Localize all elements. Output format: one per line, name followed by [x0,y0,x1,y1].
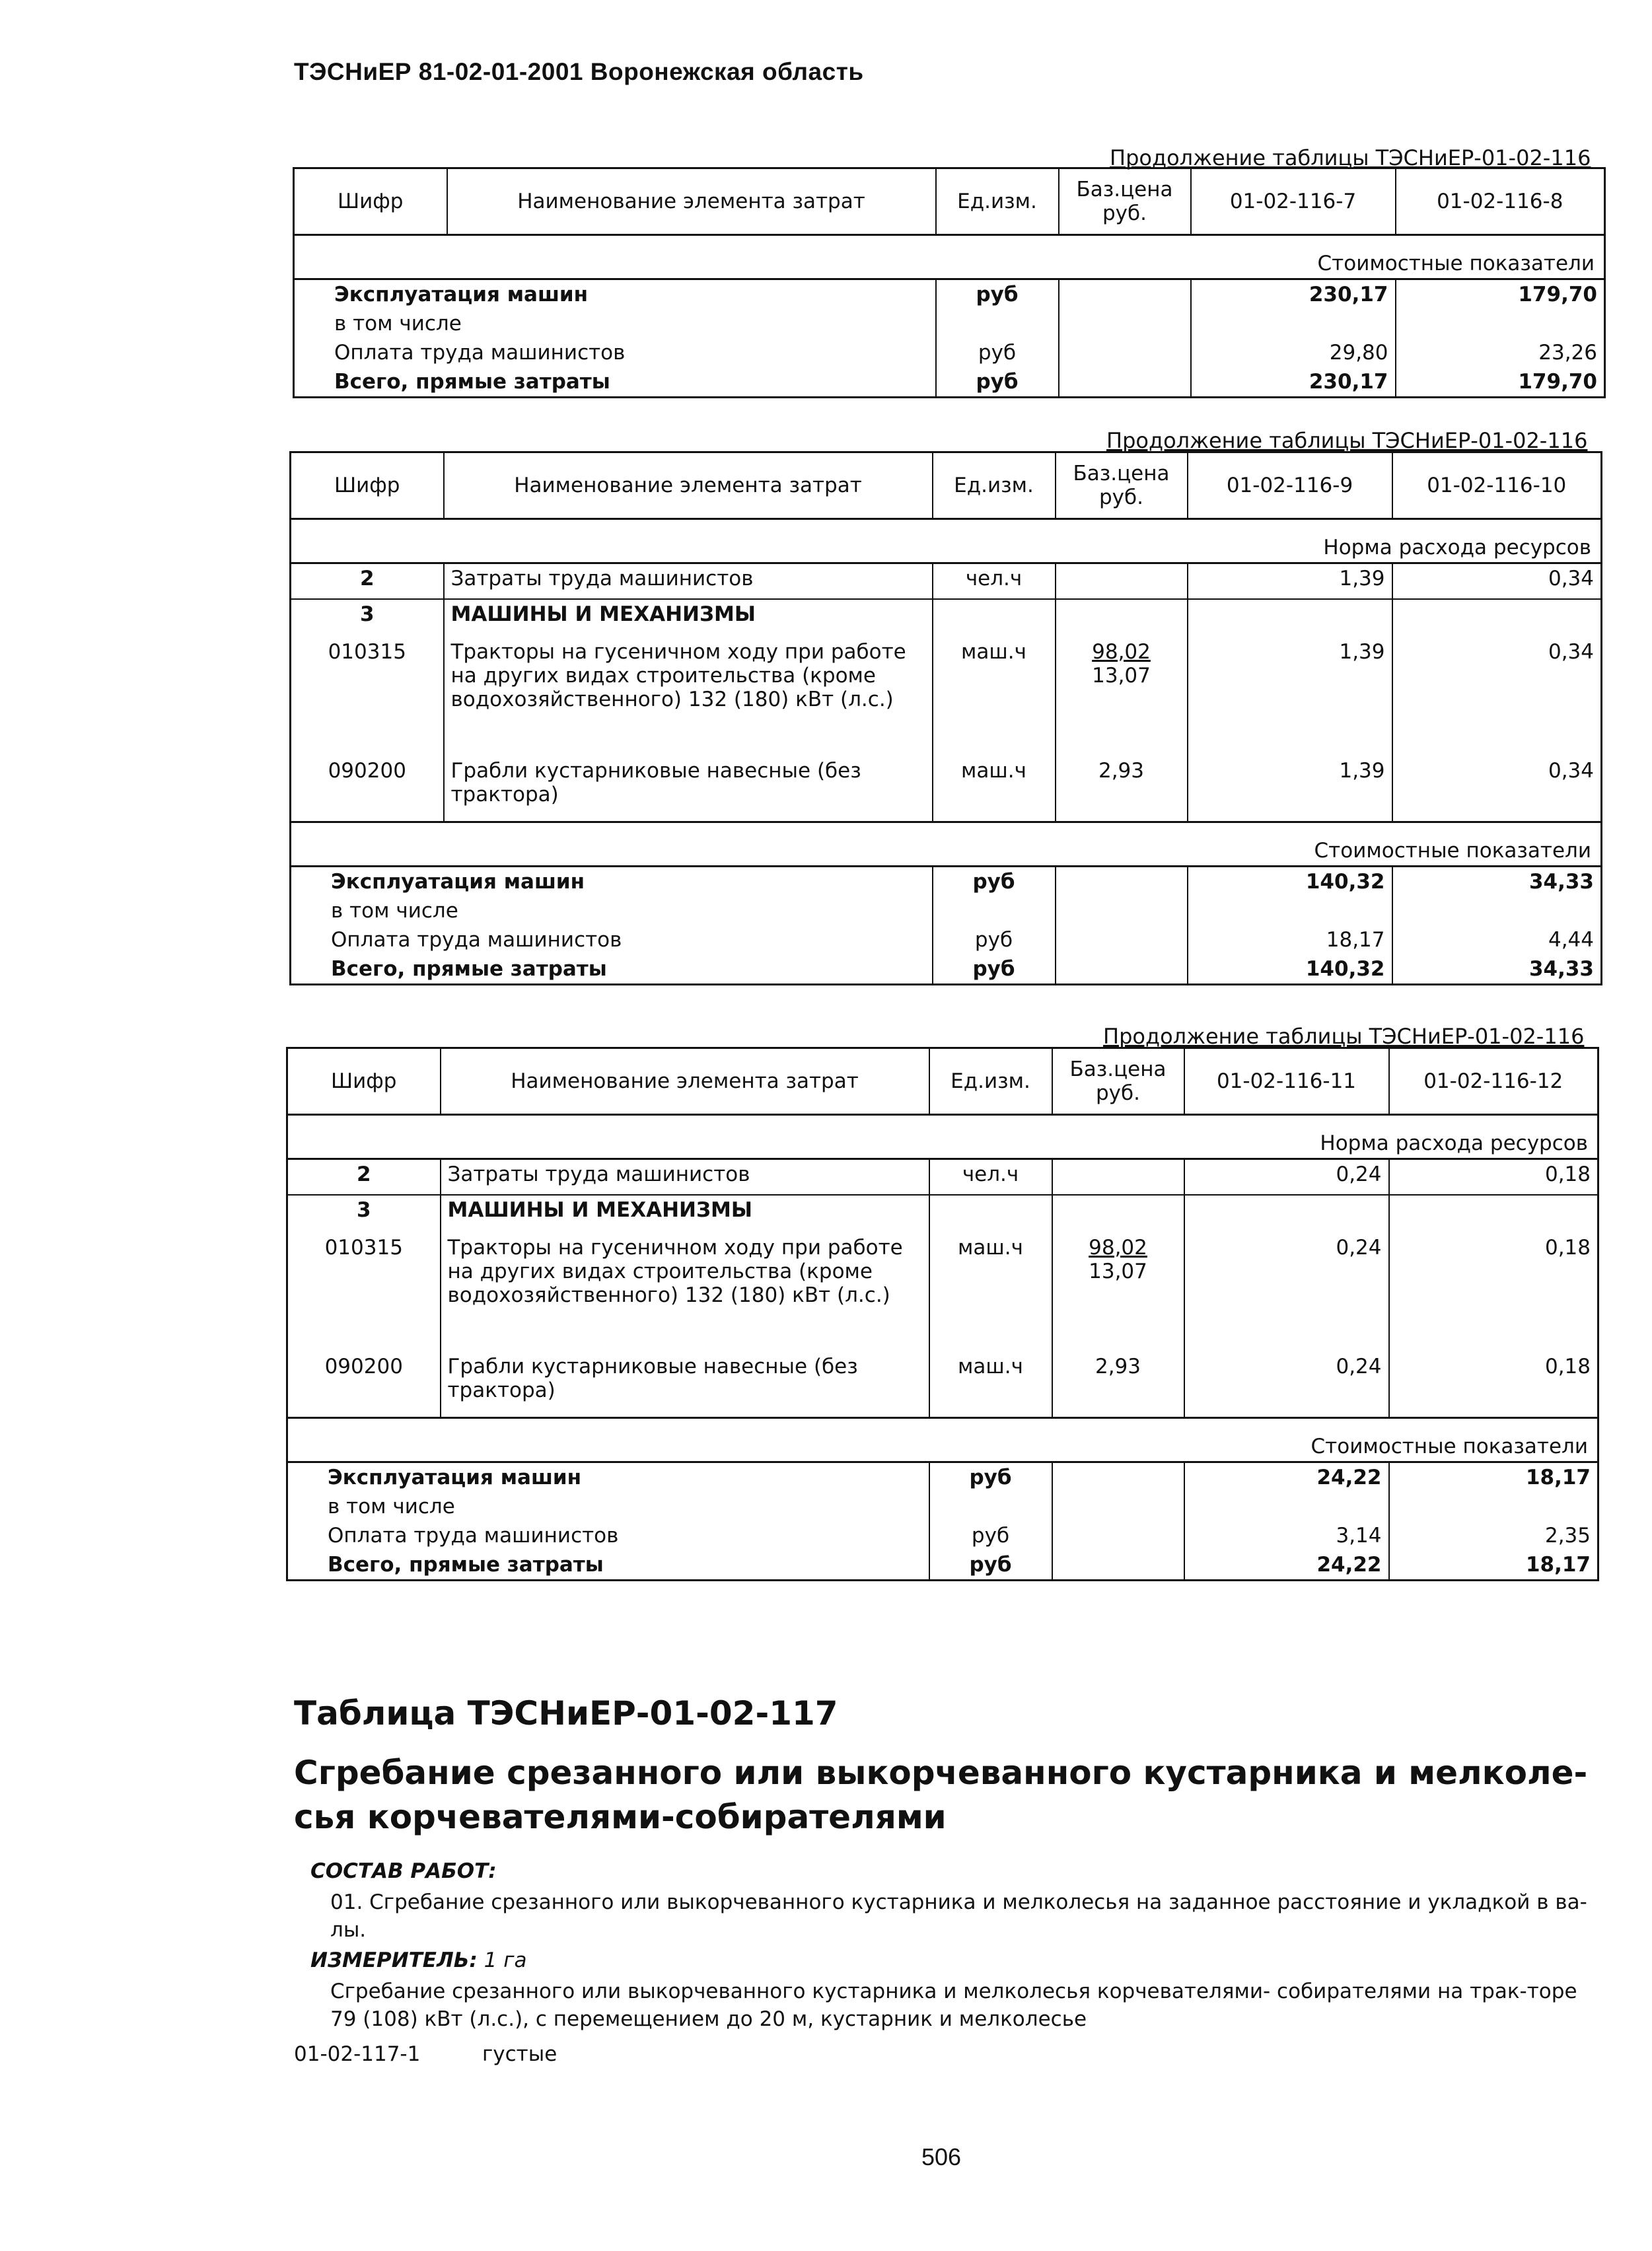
cost-row-name: Оплата труда машинистов [287,1521,929,1550]
col-value2-header: 01-02-116-10 [1392,452,1602,519]
resource-price: 2,93 [1056,756,1188,822]
resource-value1: 0,24 [1184,1159,1389,1195]
col-unit-header: Ед.изм. [936,168,1059,235]
cost-row-unit: руб [933,867,1056,897]
resource-value1: 1,39 [1188,637,1392,756]
cost-row-unit: руб [933,954,1056,985]
col-unit-header: Ед.изм. [929,1048,1052,1115]
col-value1-header: 01-02-116-9 [1188,452,1392,519]
resource-unit: маш.ч [933,637,1056,756]
work-composition-text: 01. Сгребание срезанного или выкорчеванного кустарника и мелколесья на заданное расстояние и укладкой в ва-лы. [330,1890,1587,1942]
resource-value2: 0,34 [1392,637,1602,756]
resource-unit: маш.ч [933,756,1056,822]
resource-name: Затраты труда машинистов [444,563,933,599]
table3-caption: Продолжение таблицы ТЭСНиЕР-01-02-116 [1103,1024,1585,1049]
cost-row-value1: 24,22 [1184,1550,1389,1581]
cost-row-name: Оплата труда машинистов [291,925,933,954]
col-name-header: Наименование элемента затрат [441,1048,929,1115]
col-value2-header: 01-02-116-8 [1396,168,1605,235]
cost-row-value1: 230,17 [1191,279,1396,310]
resource-value1: 1,39 [1188,563,1392,599]
cost-row-value2: 2,35 [1389,1521,1598,1550]
resource-unit: чел.ч [933,563,1056,599]
cost-row-unit: руб [929,1462,1052,1493]
cost-row-value2: 179,70 [1396,367,1605,398]
resource-price [1056,637,1188,756]
cost-row-value1: 29,80 [1191,338,1396,367]
cost-section-label: Стоимостные показатели [291,822,1602,867]
resource-code: 010315 [291,637,444,756]
col-price-header: Баз.цена руб. [1059,168,1191,235]
table117-subtitle-line2: сья корчевателями-собирателями [294,1798,947,1836]
col-name-header: Наименование элемента затрат [444,452,933,519]
cost-row-value1: 140,32 [1188,954,1392,985]
resource-name: Грабли кустарниковые навесные (без трактора) [441,1352,929,1418]
resource-name: Затраты труда машинистов [441,1159,929,1195]
table2-caption: Продолжение таблицы ТЭСНиЕР-01-02-116 [1106,428,1588,453]
resource-value2: 0,34 [1392,756,1602,822]
table2 [289,451,1602,985]
table117-title: Таблица ТЭСНиЕР-01-02-117 [294,1694,838,1733]
resource-name: МАШИНЫ И МЕХАНИЗМЫ [441,1195,929,1233]
resource-value1: 0,24 [1184,1352,1389,1418]
cost-row-name: Всего, прямые затраты [287,1550,929,1581]
cost-row-value2: 18,17 [1389,1462,1598,1493]
resource-code: 2 [287,1159,441,1195]
resource-price-labor: 13,07 [1092,663,1151,688]
cost-row-value2: 34,33 [1392,954,1602,985]
table3 [286,1047,1599,1581]
resource-code: 090200 [291,756,444,822]
col-value1-header: 01-02-116-7 [1191,168,1396,235]
resource-unit: маш.ч [929,1233,1052,1352]
meter-label: ИЗМЕРИТЕЛЬ: [310,1948,478,1972]
table117-subtitle-line1: Сгребание срезанного или выкорчеванного кустарника и мелколе- [294,1754,1588,1792]
resource-price: 2,93 [1052,1352,1184,1418]
cost-row-name: Всего, прямые затраты [291,954,933,985]
page-number: 506 [921,2143,962,2170]
resource-code: 090200 [287,1352,441,1418]
description-text: Сгребание срезанного или выкорчеванного кустарника и мелколесья корчевателями- собирателями на трак-торе 79 (108) кВт (л.с.), с перемещением до 20 м, кустарник и мелколесье [330,1980,1577,2031]
cost-row-name: Эксплуатация машин [291,867,933,897]
resource-value2: 0,18 [1389,1233,1598,1352]
table1-caption: Продолжение таблицы ТЭСНиЕР-01-02-116 [1110,145,1591,170]
cost-row-value2: 4,44 [1392,925,1602,954]
norm-section-label: Норма расхода ресурсов [291,519,1602,563]
cost-row-name: Оплата труда машинистов [294,338,936,367]
cost-row-name: Эксплуатация машин [294,279,936,310]
col-price-header: Баз.цена руб. [1056,452,1188,519]
col-value2-header: 01-02-116-12 [1389,1048,1598,1115]
col-name-header: Наименование элемента затрат [447,168,936,235]
item-name: густые [482,2042,557,2066]
resource-price [1052,1233,1184,1352]
resource-value2: 0,18 [1389,1159,1598,1195]
col-code-header: Шифр [287,1048,441,1115]
cost-row-value1: 18,17 [1188,925,1392,954]
resource-price-value: 98,02 [1092,639,1151,664]
resource-value2: 0,18 [1389,1352,1598,1418]
cost-row-unit: руб [936,279,1059,310]
cost-row-unit: руб [929,1550,1052,1581]
resource-code: 2 [291,563,444,599]
cost-row-unit: руб [936,338,1059,367]
cost-row-value2: 179,70 [1396,279,1605,310]
resource-price-labor: 13,07 [1089,1259,1147,1283]
cost-row-name: Эксплуатация машин [287,1462,929,1493]
resource-unit: маш.ч [929,1352,1052,1418]
cost-row-unit: руб [936,367,1059,398]
cost-row-name: в том числе [291,896,933,925]
document-header: ТЭСНиЕР 81-02-01-2001 Воронежская область [294,58,864,85]
cost-row-value1: 230,17 [1191,367,1396,398]
cost-row-value1: 140,32 [1188,867,1392,897]
col-unit-header: Ед.изм. [933,452,1056,519]
resource-code: 3 [291,599,444,637]
resource-name: Грабли кустарниковые навесные (без трактора) [444,756,933,822]
cost-row-unit: руб [929,1521,1052,1550]
resource-price-value: 98,02 [1089,1235,1147,1260]
table1 [293,167,1606,398]
cost-row-name: в том числе [287,1492,929,1521]
resource-name: Тракторы на гусеничном ходу при работе на других видах строительства (кроме водохозяйственного) 132 (180) кВт (л.с.) [441,1233,929,1352]
resource-name: Тракторы на гусеничном ходу при работе на других видах строительства (кроме водохозяйственного) 132 (180) кВт (л.с.) [444,637,933,756]
resource-value1: 0,24 [1184,1233,1389,1352]
col-price-header: Баз.цена руб. [1052,1048,1184,1115]
item-code: 01-02-117-1 [294,2042,421,2066]
resource-value1: 1,39 [1188,756,1392,822]
cost-section-label: Стоимостные показатели [294,235,1605,279]
col-code-header: Шифр [294,168,447,235]
cost-row-value2: 34,33 [1392,867,1602,897]
cost-row-value1: 24,22 [1184,1462,1389,1493]
cost-row-name: Всего, прямые затраты [294,367,936,398]
resource-code: 010315 [287,1233,441,1352]
table1-header-row [294,168,1605,235]
resource-code: 3 [287,1195,441,1233]
resource-unit: чел.ч [929,1159,1052,1195]
work-composition-label: СОСТАВ РАБОТ: [310,1859,497,1883]
resource-value2: 0,34 [1392,563,1602,599]
col-code-header: Шифр [291,452,444,519]
cost-section-label: Стоимостные показатели [287,1418,1598,1462]
cost-row-value1: 3,14 [1184,1521,1389,1550]
meter-line [310,1948,527,1972]
cost-row-name: в том числе [294,309,936,338]
cost-row-value2: 23,26 [1396,338,1605,367]
resource-name: МАШИНЫ И МЕХАНИЗМЫ [444,599,933,637]
col-value1-header: 01-02-116-11 [1184,1048,1389,1115]
norm-section-label: Норма расхода ресурсов [287,1115,1598,1159]
cost-row-value2: 18,17 [1389,1550,1598,1581]
meter-value: 1 га [484,1948,527,1972]
cost-row-unit: руб [933,925,1056,954]
